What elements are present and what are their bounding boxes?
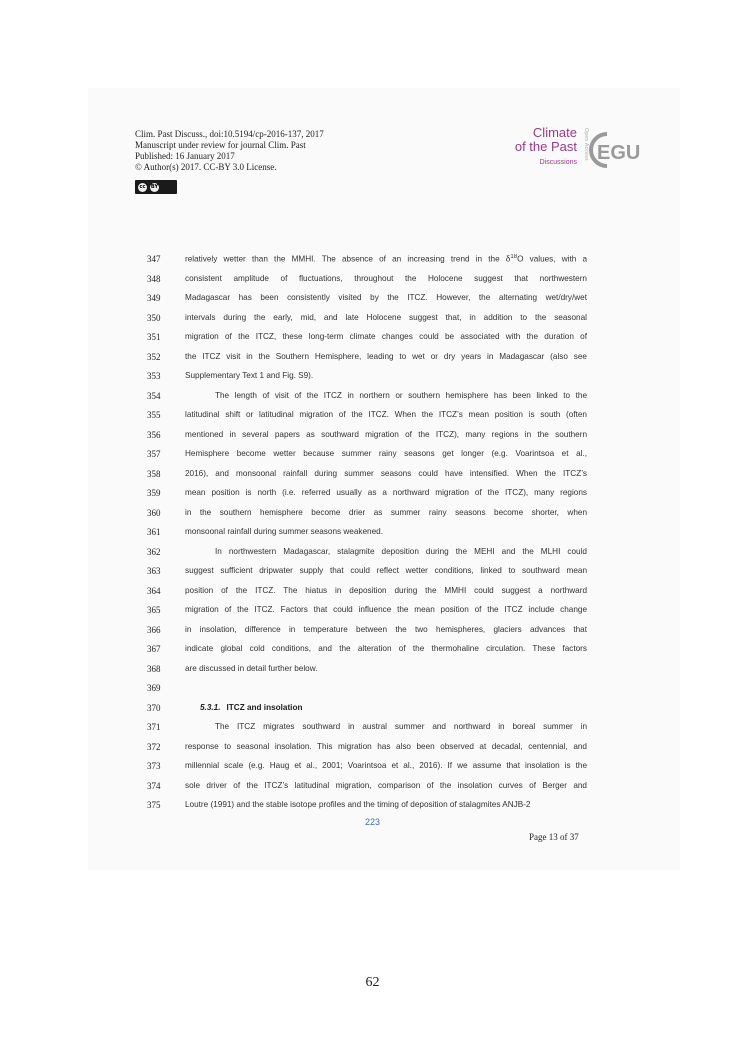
line-number: 355 [147,410,161,420]
manuscript-line [147,254,592,274]
manuscript-line [147,371,592,391]
line-text: in the southern hemisphere become drier as summer rainy seasons become shorter, when [185,507,587,517]
line-text: indicate global cold conditions, and the alteration of the thermohaline circulation. These factors [185,644,587,653]
line-text [185,254,587,264]
review-status-line: Manuscript under review for journal Clim. Past [135,140,306,150]
line-number: 372 [147,741,161,752]
citation-line: Clim. Past Discuss., doi:10.5194/cp-2016-137, 2017 [135,129,324,139]
line-text: millennial scale (e.g. Haug et al., 2001; Voarintsoa et al., 2016). If we assume that insolation is the [185,761,587,770]
line-text: In northwestern Madagascar, stalagmite deposition during the MEHI and the MLHI could [215,546,587,556]
manuscript-line [147,274,592,294]
cc-mark: cc [139,184,146,190]
line-number: 362 [147,546,161,557]
journal-name [515,126,577,154]
line-number: 375 [147,800,161,810]
line-number: 354 [147,390,161,401]
manuscript-line [147,449,592,469]
journal-discussions-label: Discussions [539,159,577,166]
line-number: 364 [147,585,161,596]
manuscript-line [147,605,592,625]
line-text: the ITCZ visit in the Southern Hemisphere, leading to wet or dry years in Madagascar (also see [185,351,587,361]
section-title: ITCZ and insolation [226,702,303,712]
line-text: Loutre (1991) and the stable isotope profiles and the timing of deposition of stalagmites ANJB-2 [185,800,531,809]
journal-logo [505,126,645,176]
journal-name-line1: Climate [532,125,577,140]
line-text-part: relatively wetter than the MMHI. The absence of an increasing trend in the δ [185,254,511,264]
manuscript-line [147,566,592,586]
manuscript-line [147,547,592,567]
page-of-label: Page 13 of 37 [529,832,579,842]
manuscript-line [147,293,592,313]
manuscript-line [147,527,592,547]
line-number: 369 [147,683,161,693]
line-number: 368 [147,663,161,674]
published-date-line: Published: 16 January 2017 [135,151,235,161]
line-number: 353 [147,371,161,381]
section-heading [185,703,587,712]
line-text: latitudinal shift or latitudinal migration of the ITCZ. When the ITCZ’s mean position is south (often [185,410,587,419]
manuscript-line [147,332,592,352]
line-text: suggest sufficient dripwater supply that could reflect wetter conditions, linked to southward mean [185,566,587,575]
manuscript-line [147,313,592,333]
egu-text: EGU [597,142,641,164]
line-number: 348 [147,273,161,284]
inner-page-number: 223 [364,817,381,827]
manuscript-line [147,625,592,645]
manuscript-line [147,761,592,781]
line-number: 347 [147,254,161,264]
line-text: response to seasonal insolation. This migration has also been observed at decadal, centennial, and [185,741,587,751]
line-number: 350 [147,312,161,323]
manuscript-line [147,664,592,684]
journal-name-line2: of the Past [514,139,577,154]
line-number: 351 [147,332,161,342]
manuscript-line [147,410,592,430]
line-text: consistent amplitude of fluctuations, throughout the Holocene suggest that northwestern [185,273,587,283]
line-number: 363 [147,566,161,576]
manuscript-line [147,703,592,723]
isotope-superscript: 18 [510,254,518,260]
line-text: Hemisphere become wetter because summer rainy seasons get longer (e.g. Voarintsoa et al., [185,449,587,458]
manuscript-line [147,781,592,801]
line-number: 358 [147,468,161,479]
citation-header [135,129,324,173]
line-text: 2016), and monsoonal rainfall during summer seasons could have intensified. When the ITCZ’s [185,468,587,478]
line-text: migration of the ITCZ, these long-term climate changes could be associated with the duration of [185,332,587,341]
line-number: 370 [147,702,161,713]
egu-logo-icon [587,126,643,172]
line-number: 360 [147,507,161,518]
line-text: are discussed in detail further below. [185,663,318,673]
line-text: migration of the ITCZ. Factors that could influence the mean position of the ITCZ include change [185,605,587,614]
line-text: The length of visit of the ITCZ in northern or southern hemisphere has been linked to the [215,390,587,400]
manuscript-line [147,469,592,489]
line-number: 374 [147,780,161,791]
line-text: monsoonal rainfall during summer seasons weakened. [185,527,383,536]
manuscript-line [147,352,592,372]
manuscript-line [147,586,592,606]
manuscript-line [147,508,592,528]
line-number: 357 [147,449,161,459]
manuscript-line [147,430,592,450]
line-text: sole driver of the ITCZ’s latitudinal migration, comparison of the insolation curves of Berger and [185,780,587,790]
outer-page-number: 62 [365,975,380,990]
line-number: 367 [147,644,161,654]
cc-by-license-icon [135,180,177,194]
line-text-part: O values, with a [517,254,587,264]
manuscript-line [147,742,592,762]
line-text: intervals during the early, mid, and late Holocene suggest that, in addition to the seasonal [185,312,587,322]
line-number: 349 [147,293,161,303]
line-number: 361 [147,527,161,537]
line-text: mentioned in several papers as southward migration of the ITCZ), many regions in the southern [185,429,587,439]
line-number: 373 [147,761,161,771]
license-line: © Author(s) 2017. CC-BY 3.0 License. [135,162,277,172]
manuscript-line [147,488,592,508]
line-text: Madagascar has been consistently visited by the ITCZ. However, the alternating wet/dry/wet [185,293,587,302]
line-number: 359 [147,488,161,498]
manuscript-line [147,722,592,742]
manuscript-line [147,644,592,664]
line-text: in insolation, difference in temperature between the two hemispheres, glaciers advances that [185,624,587,634]
manuscript-line [147,683,592,703]
line-text: position of the ITCZ. The hiatus in deposition during the MMHI could suggest a northward [185,585,587,595]
line-text: mean position is north (i.e. referred usually as a northward migration of the ITCZ), many regions [185,488,587,497]
line-text: Supplementary Text 1 and Fig. S9). [185,371,314,380]
line-number: 352 [147,351,161,362]
by-mark: BY [150,184,159,190]
manuscript-line [147,391,592,411]
line-number: 371 [147,722,161,732]
open-access-label: Open Access [583,128,589,161]
line-number: 365 [147,605,161,615]
line-text: The ITCZ migrates southward in austral summer and northward in boreal summer in [215,722,587,731]
line-number: 366 [147,624,161,635]
section-number: 5.3.1. [200,702,221,712]
line-number: 356 [147,429,161,440]
